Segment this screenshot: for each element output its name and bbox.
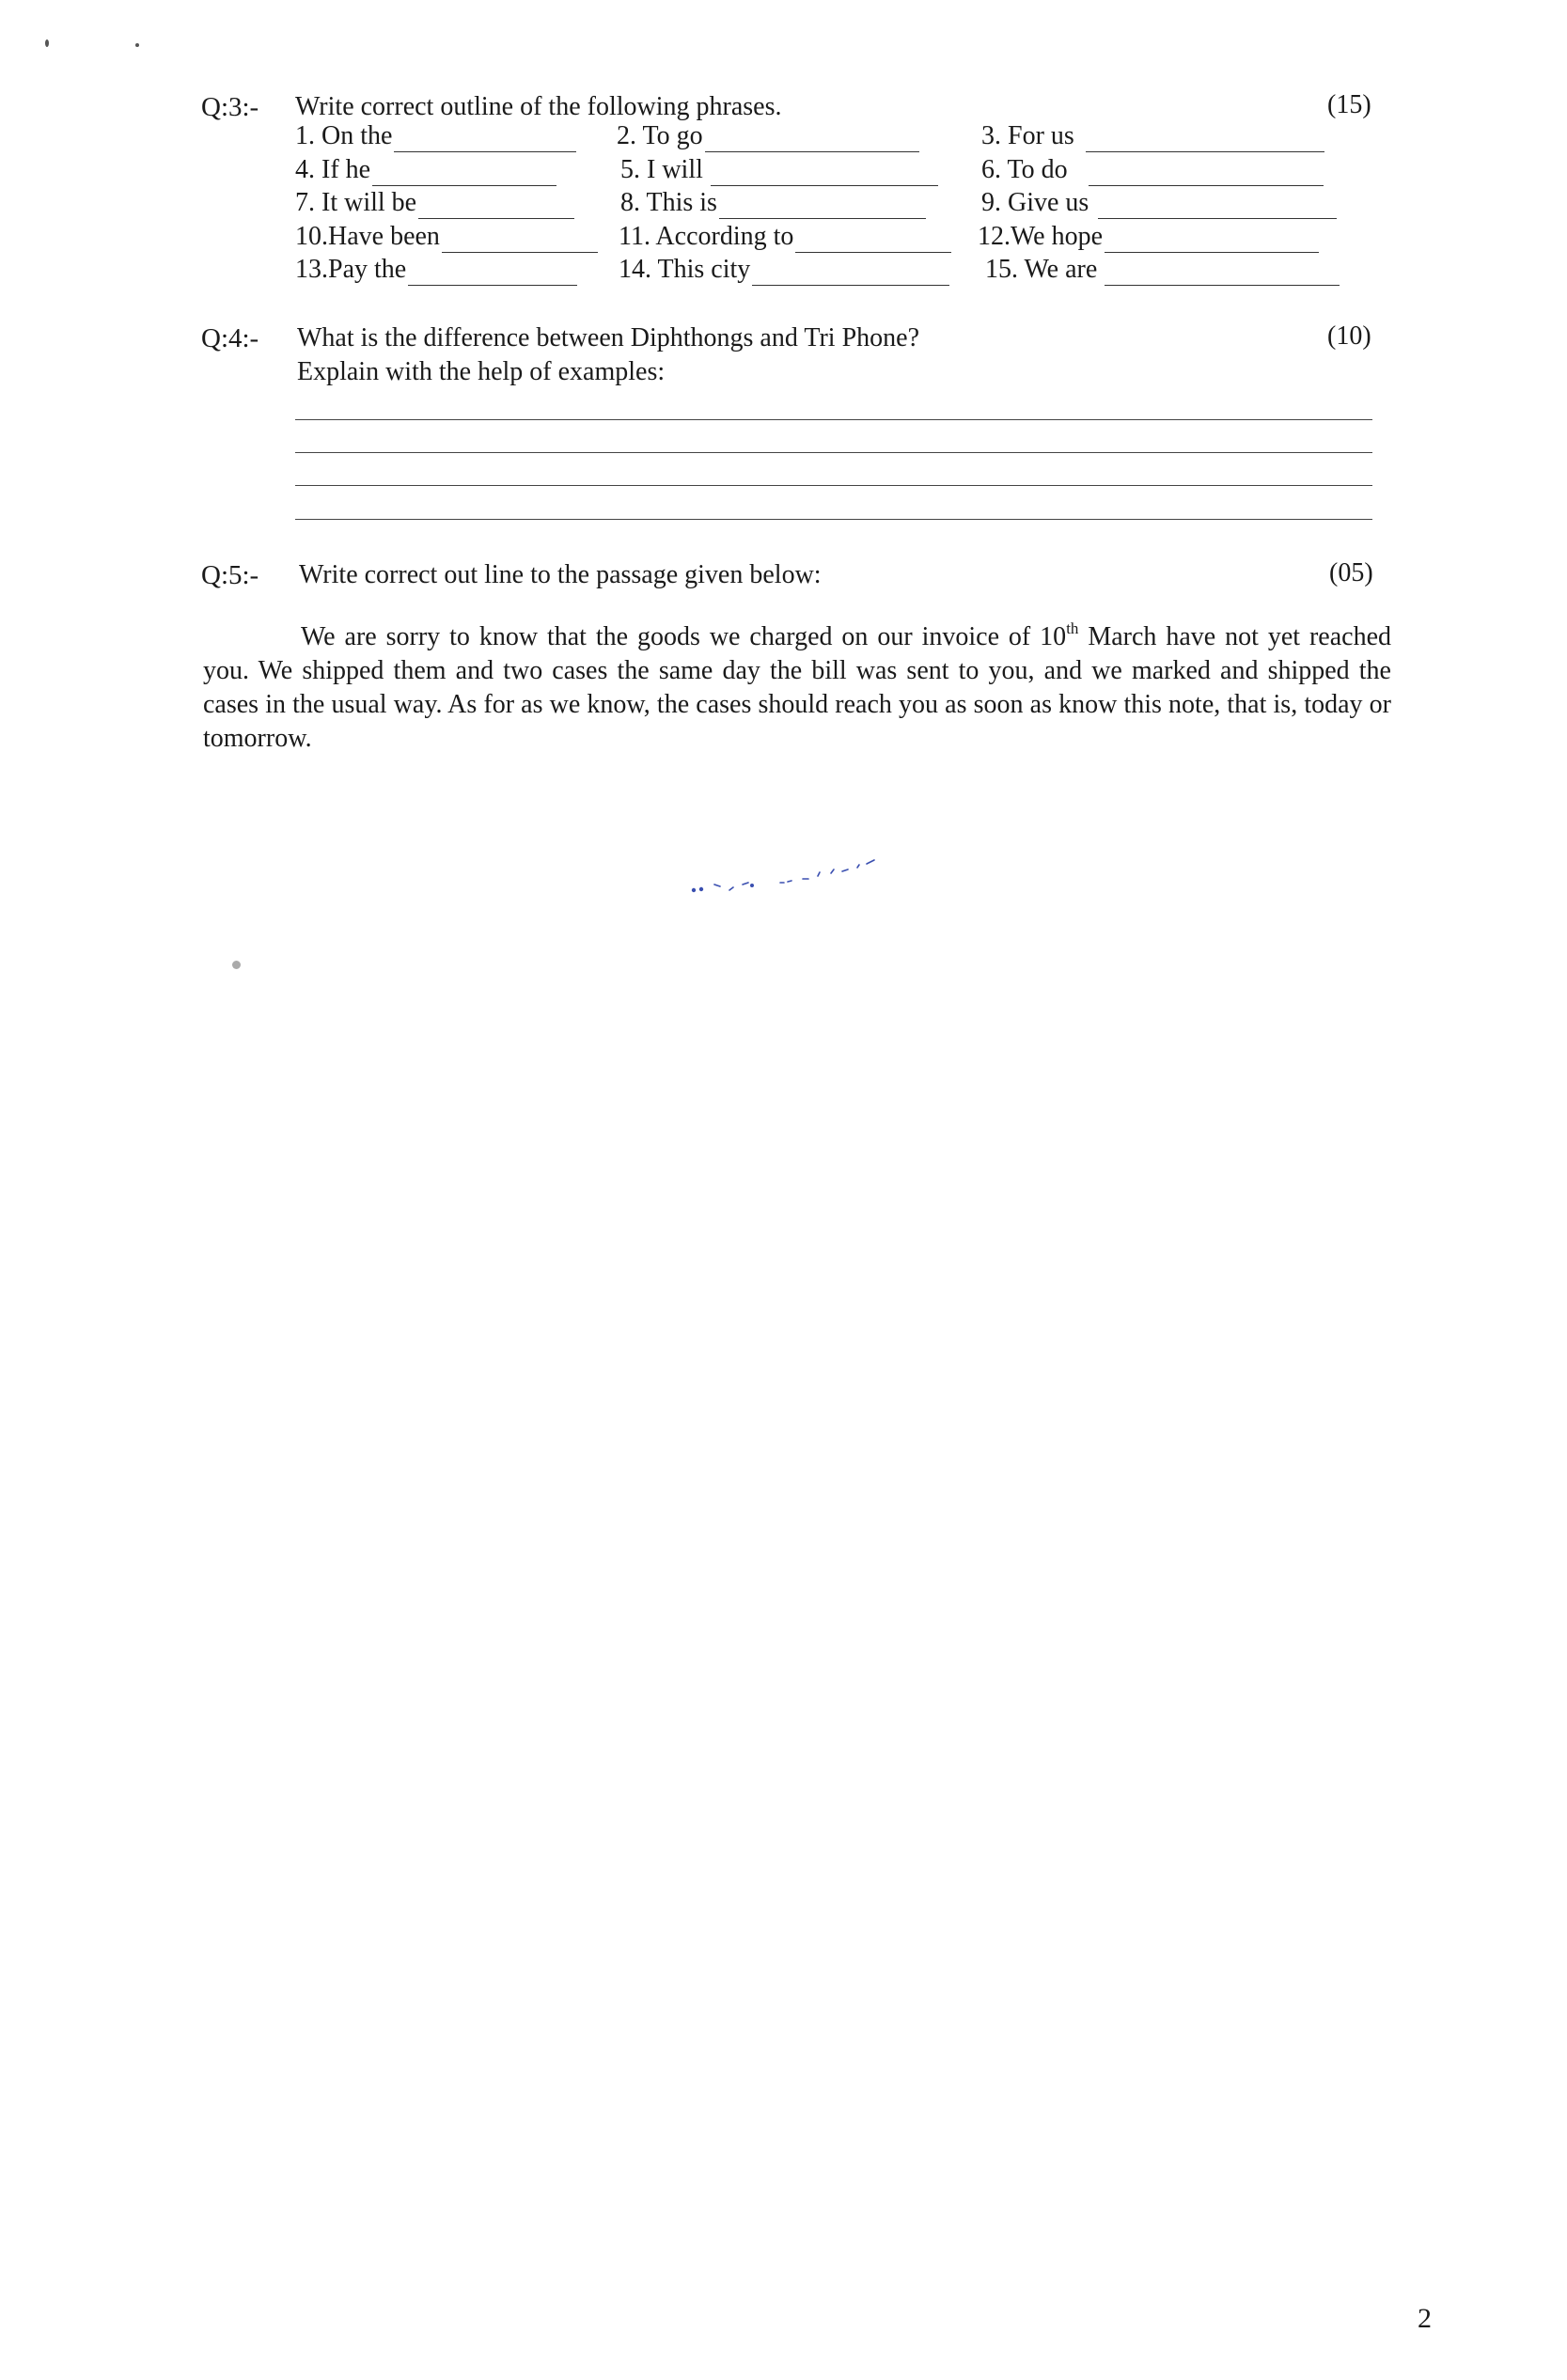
answer-blank[interactable] xyxy=(1086,127,1324,152)
passage-text-part2: March have not yet reached you. We shipped them and two cases the same day the bill was sent to you, and we marked and shipped the cases in the usual way. As for as we know, the cases should reach you as soon as know this note, that is, today or tomorrow. xyxy=(203,622,1391,753)
phrase-label: 15. We are xyxy=(985,255,1098,284)
scan-speck xyxy=(135,43,139,47)
answer-blank[interactable] xyxy=(795,227,951,253)
answer-blank[interactable] xyxy=(408,260,577,286)
q5-passage xyxy=(203,620,1391,756)
passage-text-part1: We are sorry to know that the goods we charged on our invoice of 10 xyxy=(301,622,1067,651)
q4-marks: (10) xyxy=(1327,321,1371,351)
phrase-label: 14. This city xyxy=(619,255,751,284)
phrase-item xyxy=(295,154,556,186)
phrase-row xyxy=(295,254,1357,288)
answer-line[interactable] xyxy=(295,452,1372,453)
phrase-label: 11. According to xyxy=(619,221,794,251)
answer-line[interactable] xyxy=(295,419,1372,420)
phrase-item xyxy=(978,221,1319,253)
phrase-label: 6. To do xyxy=(981,154,1068,184)
answer-blank[interactable] xyxy=(752,260,949,286)
answer-line[interactable] xyxy=(295,519,1372,520)
q3-label: Q:3:- xyxy=(201,92,259,122)
phrase-label: 5. I will xyxy=(620,154,703,184)
phrase-label: 1. On the xyxy=(295,121,393,150)
q5-label: Q:5:- xyxy=(201,560,259,590)
q4-question-line1: What is the difference between Diphthongs and Tri Phone? xyxy=(297,323,920,352)
q3-instruction: Write correct outline of the following phrases. xyxy=(295,92,782,121)
page-number: 2 xyxy=(1418,2303,1432,2334)
phrase-item xyxy=(295,254,577,286)
phrase-item xyxy=(981,187,1337,219)
phrase-item xyxy=(295,120,576,152)
phrase-item xyxy=(985,254,1340,286)
q5-instruction: Write correct out line to the passage given below: xyxy=(299,560,822,589)
q5-marks: (05) xyxy=(1329,558,1373,587)
phrase-item xyxy=(295,221,598,253)
phrase-item xyxy=(620,154,938,186)
answer-blank[interactable] xyxy=(719,194,926,219)
scan-speck xyxy=(45,39,49,47)
phrase-item xyxy=(617,120,919,152)
q3-marks: (15) xyxy=(1327,90,1371,119)
phrase-row xyxy=(295,187,1357,221)
phrase-item xyxy=(619,221,951,253)
answer-blank[interactable] xyxy=(1098,194,1337,219)
answer-blank[interactable] xyxy=(394,127,576,152)
q4-question-line2: Explain with the help of examples: xyxy=(297,357,666,386)
answer-blank[interactable] xyxy=(442,227,598,253)
phrase-item xyxy=(981,120,1324,152)
answer-blank[interactable] xyxy=(711,161,938,186)
phrase-row xyxy=(295,221,1357,255)
answer-blank[interactable] xyxy=(1105,227,1319,253)
answer-blank[interactable] xyxy=(1089,161,1324,186)
ink-scribble-mark xyxy=(686,851,949,898)
phrase-item xyxy=(981,154,1324,186)
phrase-item xyxy=(620,187,926,219)
phrase-item xyxy=(619,254,949,286)
answer-blank[interactable] xyxy=(372,161,556,186)
phrase-row xyxy=(295,120,1357,154)
phrase-grid xyxy=(295,120,1357,288)
answer-line[interactable] xyxy=(295,485,1372,486)
answer-blank[interactable] xyxy=(705,127,919,152)
phrase-label: 9. Give us xyxy=(981,188,1089,217)
answer-blank[interactable] xyxy=(418,194,574,219)
phrase-label: 4. If he xyxy=(295,154,371,184)
phrase-item xyxy=(295,187,574,219)
phrase-label: 12.We hope xyxy=(978,221,1104,251)
phrase-label: 7. It will be xyxy=(295,188,417,217)
phrase-label: 10.Have been xyxy=(295,221,440,251)
q4-label: Q:4:- xyxy=(201,323,259,353)
phrase-label: 13.Pay the xyxy=(295,255,407,284)
phrase-label: 2. To go xyxy=(617,121,703,150)
passage-ordinal-suffix: th xyxy=(1066,619,1079,637)
answer-blank[interactable] xyxy=(1105,260,1340,286)
phrase-label: 3. For us xyxy=(981,121,1074,150)
phrase-row xyxy=(295,154,1357,188)
phrase-label: 8. This is xyxy=(620,188,717,217)
scan-speck xyxy=(232,961,241,969)
